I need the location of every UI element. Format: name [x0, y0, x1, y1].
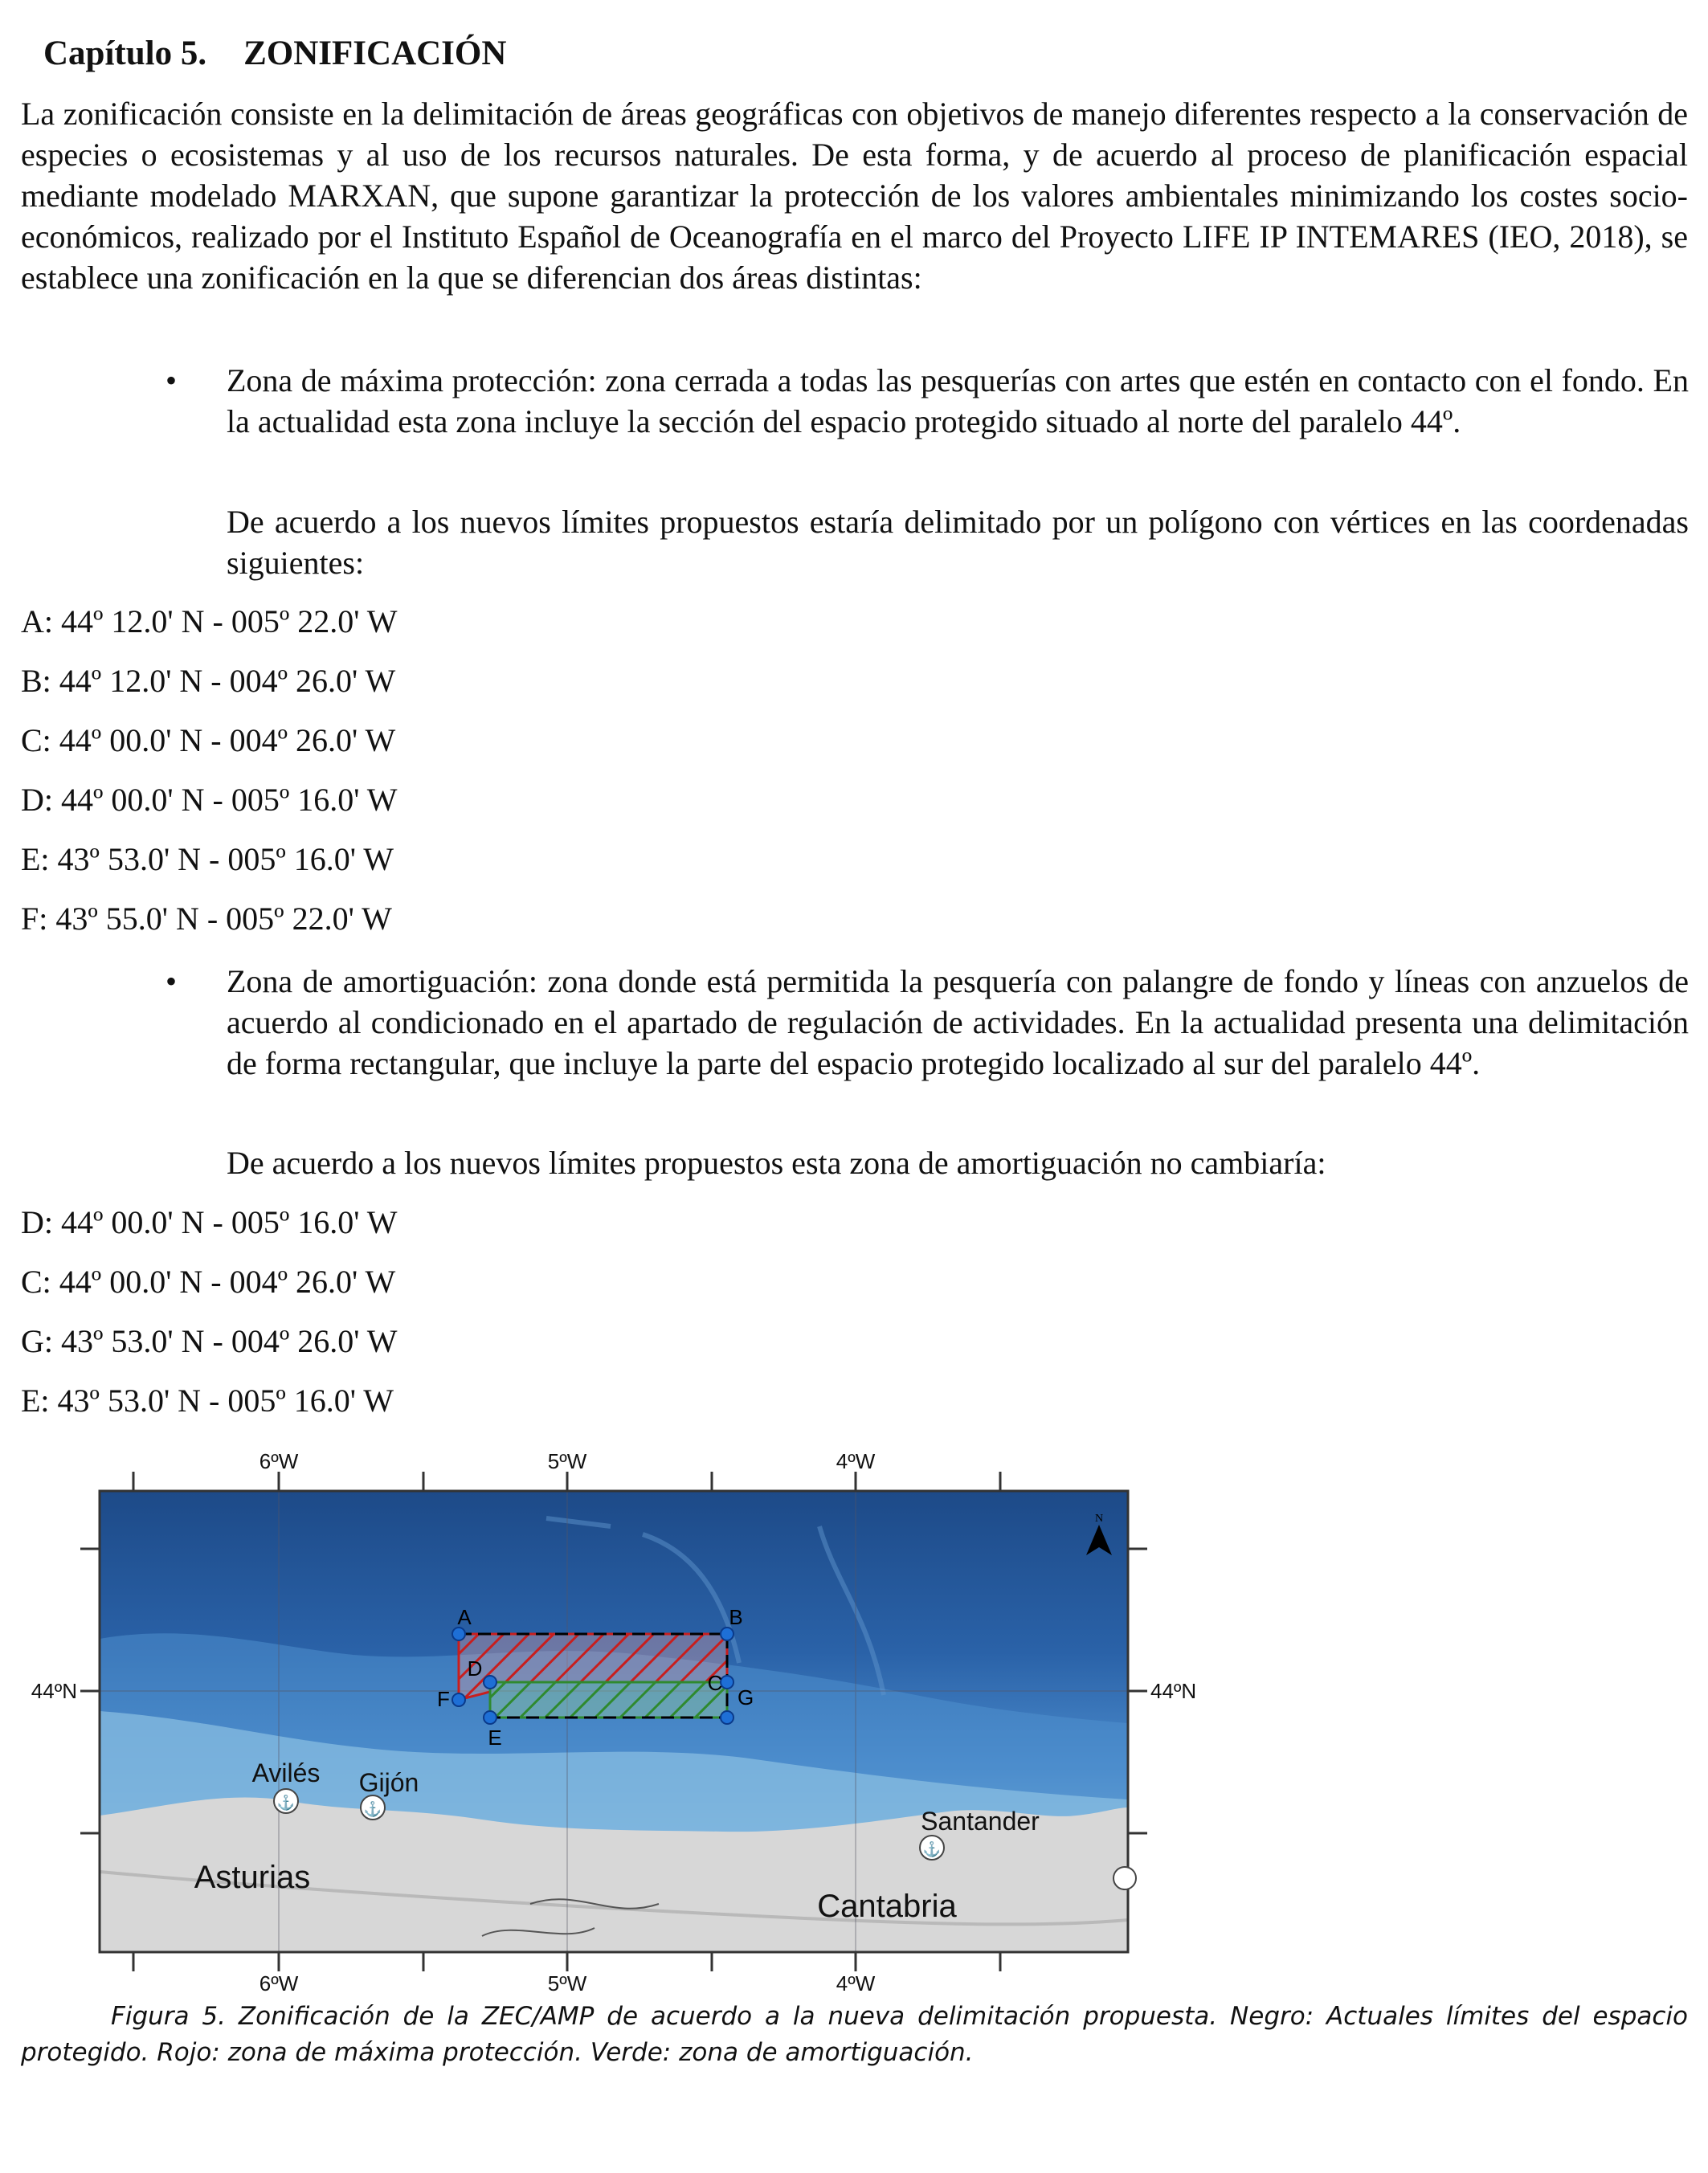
- region-label: Cantabria: [817, 1889, 957, 1924]
- map-bottom-label: 6ºW: [259, 1971, 299, 1995]
- city-label: Santander: [921, 1807, 1040, 1836]
- vertex-label: G: [738, 1685, 754, 1709]
- zone1-coord: F: 43º 55.0' N - 005º 22.0' W: [21, 901, 392, 937]
- zone1-description: Zona de máxima protección: zona cerrada a todas las pesquerías con artes que estén en contacto con el fondo. En la actualidad esta zona incluye la sección del espacio protegido situado al norte del paralelo 44º.: [227, 362, 1689, 439]
- chapter-number: Capítulo 5.: [43, 35, 207, 72]
- map-top-label: 6ºW: [259, 1449, 299, 1473]
- map-top-label: 4ºW: [836, 1449, 876, 1473]
- zoning-map: [31, 1449, 1197, 2000]
- city-label: Gijón: [358, 1768, 419, 1797]
- svg-text:⚓: ⚓: [922, 1841, 942, 1857]
- zone1-subtext: De acuerdo a los nuevos límites propuestos estaría delimitado por un polígono con vértices en las coordenadas siguientes:: [227, 504, 1689, 581]
- map-left-label: 44ºN: [31, 1679, 77, 1703]
- bullet-marker-2: •: [165, 963, 178, 999]
- vertex-label: E: [488, 1726, 502, 1750]
- map-bottom-label: 5ºW: [547, 1971, 587, 1995]
- zone2-coord: G: 43º 53.0' N - 004º 26.0' W: [21, 1323, 398, 1359]
- map-right-label: 44ºN: [1150, 1679, 1197, 1703]
- vertex-label: C: [707, 1671, 723, 1695]
- zone2-description: Zona de amortiguación: zona donde está permitida la pesquería con palangre de fondo y líneas con anzuelos de acuerdo al condicionado en el apartado de regulación de actividades. En la actualidad presenta una delimitación de forma rectangular, que incluye la parte del espacio protegido localizado al sur del paralelo 44º.: [227, 963, 1689, 1081]
- north-label: N: [1094, 1513, 1104, 1525]
- zone1-coord: D: 44º 00.0' N - 005º 16.0' W: [21, 782, 398, 818]
- zone1-coord: C: 44º 00.0' N - 004º 26.0' W: [21, 722, 396, 758]
- buffer-zone: [490, 1682, 727, 1718]
- vertex-label: F: [437, 1687, 450, 1711]
- map-bottom-label: 4ºW: [836, 1971, 876, 1995]
- zone2-coord: D: 44º 00.0' N - 005º 16.0' W: [21, 1204, 398, 1240]
- zone1-coord: E: 43º 53.0' N - 005º 16.0' W: [21, 841, 394, 877]
- region-label: Asturias: [194, 1860, 311, 1895]
- intro-paragraph: La zonificación consiste en la delimitación de áreas geográficas con objetivos de manejo diferentes respecto a la conservación de especies o ecosistemas y al uso de los recursos naturales. De esta forma, y de acuerdo al proceso de planificación espacial mediante modelado MARXAN, que supone garantizar la protección de los valores ambientales minimizando los costes socio-económicos, realizado por el Instituto Español de Oceanografía en el marco del Proyecto LIFE IP INTEMARES (IEO, 2018), se establece una zonificación en la que se diferencian dos áreas distintas:: [21, 96, 1688, 296]
- map-top-label: 5ºW: [547, 1449, 587, 1473]
- zoning-map-figure: [31, 1449, 1197, 2000]
- figure-caption: Figura 5. Zonificación de la ZEC/AMP de acuerdo a la nueva delimitación propuesta. Negro: Actuales límites del espacio protegido. Rojo: zona de máxima protección. Verde: zona de amortiguación.: [21, 2002, 1688, 2067]
- zone1-coord: B: 44º 12.0' N - 004º 26.0' W: [21, 663, 396, 699]
- bullet-marker-1: •: [165, 362, 178, 398]
- svg-text:⚓: ⚓: [276, 1795, 296, 1811]
- city-label: Avilés: [251, 1758, 321, 1787]
- zone2-coord: C: 44º 00.0' N - 004º 26.0' W: [21, 1264, 396, 1300]
- zone1-coord: A: 44º 12.0' N - 005º 22.0' W: [21, 603, 398, 639]
- svg-text:⚓: ⚓: [363, 1801, 382, 1817]
- zone2-coord: E: 43º 53.0' N - 005º 16.0' W: [21, 1383, 394, 1419]
- vertex-label: A: [457, 1605, 472, 1629]
- chapter-title: ZONIFICACIÓN: [243, 35, 507, 72]
- vertex-label: B: [729, 1605, 743, 1629]
- vertex-label: D: [467, 1656, 483, 1681]
- chapter-heading: [43, 34, 506, 73]
- zone2-subtext: De acuerdo a los nuevos límites propuestos esta zona de amortiguación no cambiaría:: [227, 1145, 1326, 1181]
- port-icon: [1113, 1867, 1136, 1889]
